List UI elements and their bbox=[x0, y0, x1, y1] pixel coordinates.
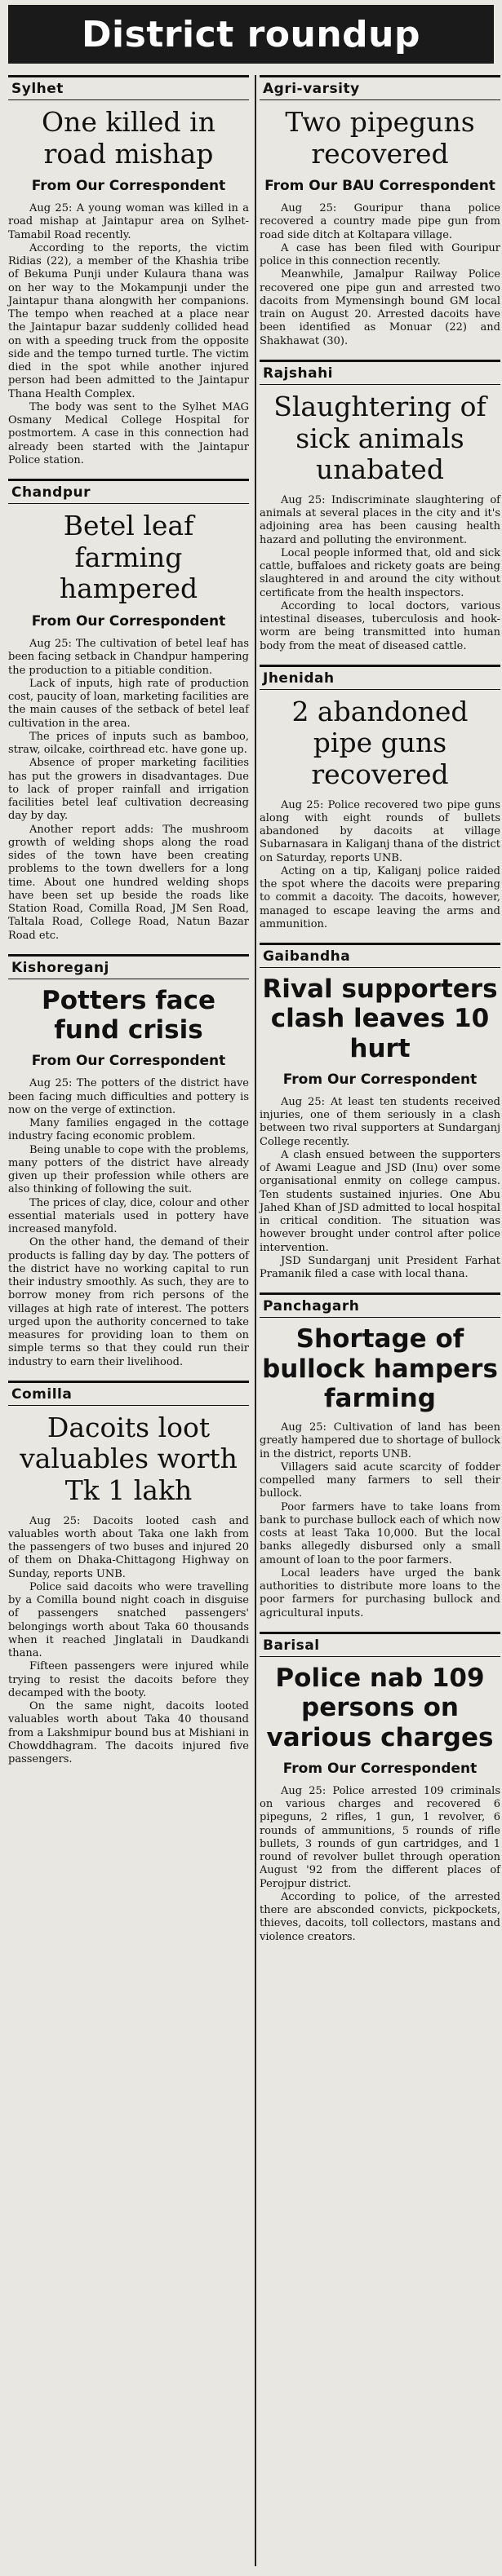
article-paragraph: Police said dacoits who were travelling by a Comilla bound night coach in disguise of passengers snatched passengers' belongings worth about Taka 60 thousands when it reached Jinglatali in Daudkandi thana. bbox=[8, 1580, 249, 1660]
article-paragraph: JSD Sundarganj unit President Farhat Pramanik filed a case with local thana. bbox=[260, 1254, 500, 1281]
article-paragraph: Aug 25: Dacoits looted cash and valuables worth about Taka one lakh from the passengers of two buses and injured 20 of them on Dhaka-Chittagong Highway on Sunday, reports UNB. bbox=[8, 1514, 249, 1580]
article-paragraph: Poor farmers have to take loans from bank to purchase bullock each of which now costs at least Taka 10,000. But the local banks allegedly disbursed only a small amount of loan to the poor farmers. bbox=[260, 1500, 500, 1566]
article-paragraph: Fifteen passengers were injured while trying to resist the dacoits before they decamped with the booty. bbox=[8, 1660, 249, 1699]
article-paragraph: According to the reports, the victim Ridias (22), a member of the Khashia tribe of Bekuma Punji under Kulaura thana was on her way to the Mokampunji under the Jaintapur thana alongwith her companions. The tempo when reached at a place near the Jaintapur bazar suddenly collided head on with a speeding truck from the opposite side and the tempo turned turtle. The victim died in the spot while another injured person had been admitted to the Jaintapur Thana Health Complex. bbox=[8, 241, 249, 400]
article-byline: From Our Correspondent bbox=[282, 1071, 478, 1088]
district-label: Chandpur bbox=[8, 479, 249, 504]
article-paragraph: Aug 25: Indiscriminate slaughtering of animals at several places in the city and it's adjoining area has been causing health hazard and polluting the environment. bbox=[260, 493, 500, 546]
article-headline: Potters face fund crisis bbox=[41, 985, 216, 1045]
article-headline: Shortage of bullock hampers farming bbox=[262, 1324, 498, 1413]
news-article bbox=[8, 75, 249, 467]
district-label: Agri-varsity bbox=[260, 75, 500, 100]
article-paragraph: Acting on a tip, Kaliganj police raided the spot where the dacoits were preparing to commit a dacoity. The dacoits, however, managed to escape leaving the arms and ammunition. bbox=[260, 864, 500, 930]
article-paragraph: Aug 25: Police arrested 109 criminals on various charges and recovered 6 pipeguns, 2 rifles, 1 gun, 1 revolver, 6 rounds of ammunitions, 5 rounds of rifle bullets, 3 rounds of gun cartridges, and 1 round of revolver bullet through operation August '92 from the different places of Perojpur district. bbox=[260, 1784, 500, 1890]
article-body bbox=[260, 202, 500, 348]
article-body bbox=[260, 494, 500, 653]
news-article bbox=[260, 1292, 500, 1620]
news-article bbox=[260, 75, 500, 348]
article-paragraph: Local leaders have urged the bank authorities to distribute more loans to the poor farmers for purchasing bullock and agricultural inputs. bbox=[260, 1566, 500, 1619]
article-paragraph: Aug 25: Cultivation of land has been greatly hampered due to shortage of bullock in the district, reports UNB. bbox=[260, 1421, 500, 1460]
right-column bbox=[260, 75, 500, 1955]
article-headline: 2 abandoned pipe guns recovered bbox=[291, 695, 469, 791]
news-article bbox=[260, 360, 500, 653]
article-paragraph: Absence of proper marketing facilities has put the growers in disadvantages. Due to lack of proper rainfall and irrigation facilities betel leaf cultivation decreasing day by day. bbox=[8, 757, 249, 823]
article-paragraph: Aug 25: Police recovered two pipe guns along with eight rounds of bullets abandoned by dacoits at village Subarnasara in Kaliganj thana of the district on Saturday, reports UNB. bbox=[260, 798, 500, 864]
article-paragraph: According to police, of the arrested there are absconded convicts, pickpockets, thieves, dacoits, toll collectors, mastans and violence creators. bbox=[260, 1890, 500, 1943]
article-paragraph: A case has been filed with Gouripur police in this connection recently. bbox=[260, 241, 500, 268]
article-paragraph: Villagers said acute scarcity of fodder compelled many farmers to sell their bullock. bbox=[260, 1460, 500, 1500]
news-article bbox=[260, 665, 500, 931]
article-paragraph: According to local doctors, various intestinal diseases, tuberculosis and hook-worm are being transmitted into human body from the meat of diseased cattle. bbox=[260, 599, 500, 652]
section-banner: District roundup bbox=[8, 5, 494, 64]
district-label: Rajshahi bbox=[260, 360, 500, 385]
article-paragraph: The prices of clay, dice, colour and other essential materials used in pottery have increased manyfold. bbox=[8, 1196, 249, 1236]
article-body bbox=[8, 1515, 249, 1767]
article-byline: From Our BAU Correspondent bbox=[264, 178, 495, 195]
left-column bbox=[8, 75, 249, 1778]
news-article bbox=[8, 479, 249, 943]
article-headline: Rival supporters clash leaves 10 hurt bbox=[262, 974, 498, 1063]
article-paragraph: Lack of inputs, high rate of production cost, paucity of loan, marketing facilities are the main causes of the setback of betel leaf cultivation in the area. bbox=[8, 677, 249, 730]
article-headline: Police nab 109 persons on various charges bbox=[266, 1663, 494, 1752]
article-headline: One killed in road mishap bbox=[42, 106, 215, 170]
article-body bbox=[8, 638, 249, 943]
column-divider bbox=[255, 75, 256, 2566]
district-label: Barisal bbox=[260, 1632, 500, 1657]
district-label: Kishoreganj bbox=[8, 954, 249, 979]
article-body bbox=[8, 1077, 249, 1369]
article-headline: Slaughtering of sick animals unabated bbox=[273, 390, 486, 486]
article-body bbox=[8, 202, 249, 467]
article-paragraph: On the same night, dacoits looted valuables worth about Taka 40 thousand from a Lakshmipur bound bus at Mishiani in Chowddhagram. The dacoits injured five passengers. bbox=[8, 1700, 249, 1766]
article-paragraph: Aug 25: The potters of the district have been facing much difficulties and pottery is now on the verge of extinction. bbox=[8, 1077, 249, 1116]
article-headline: Two pipeguns recovered bbox=[285, 106, 475, 170]
article-paragraph: Aug 25: Gouripur thana police recovered a country made pipe gun from road side ditch at Koltapara village. bbox=[260, 202, 500, 241]
news-article bbox=[260, 943, 500, 1281]
article-paragraph: Being unable to cope with the problems, many potters of the district have already given up their profession while others are also thinking of following the suit. bbox=[8, 1143, 249, 1196]
article-paragraph: The prices of inputs such as bamboo, straw, oilcake, coirthread etc. have gone up. bbox=[8, 730, 249, 757]
article-byline: From Our Correspondent bbox=[282, 1760, 478, 1777]
news-article bbox=[260, 1632, 500, 1944]
article-paragraph: A clash ensued between the supporters of Awami League and JSD (Inu) over some organisational enmity on college campus. Ten students sustained injuries. One Abu Jahed Khan of JSD admitted to local hospital in critical condition. The situation was however brought under control after police intervention. bbox=[260, 1148, 500, 1254]
district-label: Gaibandha bbox=[260, 943, 500, 968]
article-byline: From Our Correspondent bbox=[31, 613, 226, 630]
district-label: Comilla bbox=[8, 1381, 249, 1406]
article-paragraph: Aug 25: At least ten students received injuries, one of them seriously in a clash between two rival supporters at Sundarganj College recently. bbox=[260, 1095, 500, 1148]
district-label: Jhenidah bbox=[260, 665, 500, 690]
article-paragraph: Aug 25: A young woman was killed in a road mishap at Jaintapur area on Sylhet-Tamabil Road recently. bbox=[8, 202, 249, 241]
article-headline: Betel leaf farming hampered bbox=[59, 510, 198, 605]
article-body bbox=[260, 799, 500, 932]
article-paragraph: Another report adds: The mushroom growth of welding shops along the road sides of the town have been creating problems to the town dwellers for a long time. About one hundred welding shops have been set up beside the roads like Station Road, Comilla Road, JM Sen Road, Taltala Road, College Road, Natun Bazar Road etc. bbox=[8, 823, 249, 942]
article-paragraph: On the other hand, the demand of their products is falling day by day. The potters of the district have no working capital to run their industry smoothly. As such, they are to borrow money from rich persons of the villages at high rate of interest. The potters urged upon the authority concerned to take measures for providing loan to them on simple terms so that they could run their industry to earn their livelihood. bbox=[8, 1236, 249, 1368]
article-paragraph: Meanwhile, Jamalpur Railway Police recovered one pipe gun and arrested two dacoits from Mymensingh bound GM local train on August 20. Arrested dacoits have been identified as Monuar (22) and Shakhawat (30). bbox=[260, 268, 500, 347]
district-label: Panchagarh bbox=[260, 1292, 500, 1318]
article-body bbox=[260, 1421, 500, 1620]
district-label: Sylhet bbox=[8, 75, 249, 100]
article-byline: From Our Correspondent bbox=[31, 1053, 226, 1070]
article-paragraph: The body was sent to the Sylhet MAG Osmany Medical College Hospital for postmortem. A case in this connection had already been started with the Jaintapur Police station. bbox=[8, 400, 249, 466]
article-paragraph: Aug 25: The cultivation of betel leaf has been facing setback in Chandpur hampering the production to a pitiable condition. bbox=[8, 638, 249, 677]
article-body bbox=[260, 1096, 500, 1282]
article-body bbox=[260, 1785, 500, 1944]
news-article bbox=[8, 954, 249, 1369]
article-paragraph: Many families engaged in the cottage industry facing economic problem. bbox=[8, 1117, 249, 1143]
article-headline: Dacoits loot valuables worth Tk 1 lakh bbox=[20, 1411, 238, 1507]
news-article bbox=[8, 1381, 249, 1767]
article-paragraph: Local people informed that, old and sick cattle, buffaloes and rickety goats are being slaughtered in and around the city without certificate from the health inspectors. bbox=[260, 546, 500, 599]
article-byline: From Our Correspondent bbox=[31, 178, 226, 195]
